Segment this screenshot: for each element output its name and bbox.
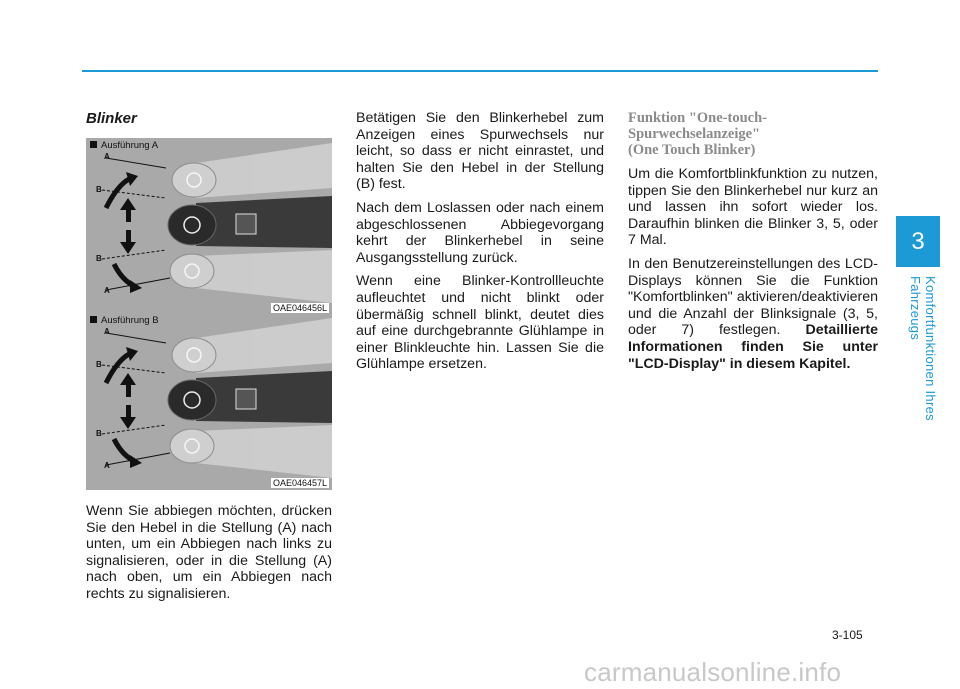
paragraph-bold-text: Detaillierte Informationen finden Sie unter	[628, 322, 878, 355]
chapter-side-title: Komfortfunktionen Ihres Fahrzeugs	[908, 276, 938, 421]
paragraph: Wenn Sie abbiegen möchten, drücken Sie den Hebel in die Stellung (A) nach unten, um ein Abbiegen nach links zu signalisieren, oder in die Stellung (A) nach oben, um ein Abbiegen nach rechts zu signalisieren.	[86, 503, 332, 602]
heading-line: Spurwechselanzeige"	[628, 126, 761, 142]
column-1-text	[86, 503, 332, 610]
position-label: B	[96, 429, 102, 438]
figure-code: OAE046456L	[272, 303, 327, 313]
page-number: 3-105	[832, 628, 863, 642]
paragraph	[628, 256, 878, 372]
figure-label: Ausführung B	[90, 315, 159, 326]
heading-line: (One Touch Blinker)	[628, 142, 756, 158]
column-3	[628, 110, 878, 379]
paragraph-bold-text: " in diesem Kapitel.	[719, 355, 851, 372]
paragraph: Wenn eine Blinker-Kontrollleuchte aufleuchtet und nicht blinkt oder übermäßig schnell blinkt, deutet dies auf eine durchgebrannte Glühlampe in einer Blinkleuchte hin. Lassen Sie die Glühlampe ersetzen.	[356, 273, 604, 373]
position-label: A	[104, 327, 110, 336]
watermark: carmanualsonline.info	[584, 657, 842, 687]
section-heading: Blinker	[86, 110, 137, 127]
paragraph: Nach dem Loslassen oder nach einem abgeschlossenen Abbiegevorgang kehrt der Blinkerhebel in seine Ausgangsstellung zurück.	[356, 199, 604, 266]
heading-line: Funktion "One-touch-	[628, 110, 767, 126]
paragraph-text: In den Benutzereinstellungen des LCD-Displays können Sie die Funktion "Komfortblinken" aktivieren/deaktivieren und die Anzahl der Blinksignale (3, 5, oder 7) festlegen.	[628, 255, 878, 339]
position-label: B	[96, 360, 102, 369]
position-label: A	[104, 461, 110, 470]
top-rule	[82, 70, 878, 72]
position-label: A	[104, 152, 110, 161]
figure-code: OAE046457L	[272, 478, 327, 488]
turn-signal-lever-illustration	[86, 138, 332, 315]
cross-reference: LCD-Display	[634, 355, 720, 372]
column-2-text	[356, 110, 604, 380]
figure-variant-b	[86, 313, 332, 490]
position-label: A	[104, 286, 110, 295]
quote-mark: "	[628, 355, 635, 372]
position-label: B	[96, 254, 102, 263]
subsection-heading	[628, 110, 878, 158]
position-label: B	[96, 185, 102, 194]
paragraph: Um die Komfortblinkfunktion zu nutzen, tippen Sie den Blinkerhebel nur kurz an und lassen ihn sofort wieder los. Daraufhin blinken die Blinker 3, 5, oder 7 Mal.	[628, 166, 878, 249]
figure-label: Ausführung A	[90, 140, 158, 151]
chapter-tab: 3	[896, 216, 940, 267]
figure-variant-a	[86, 138, 332, 315]
turn-signal-lever-illustration	[86, 313, 332, 490]
paragraph: Betätigen Sie den Blinkerhebel zum Anzeigen eines Spurwechsels nur leicht, so dass er nicht einrastet, und halten Sie den Hebel in der Stellung (B) fest.	[356, 110, 604, 193]
